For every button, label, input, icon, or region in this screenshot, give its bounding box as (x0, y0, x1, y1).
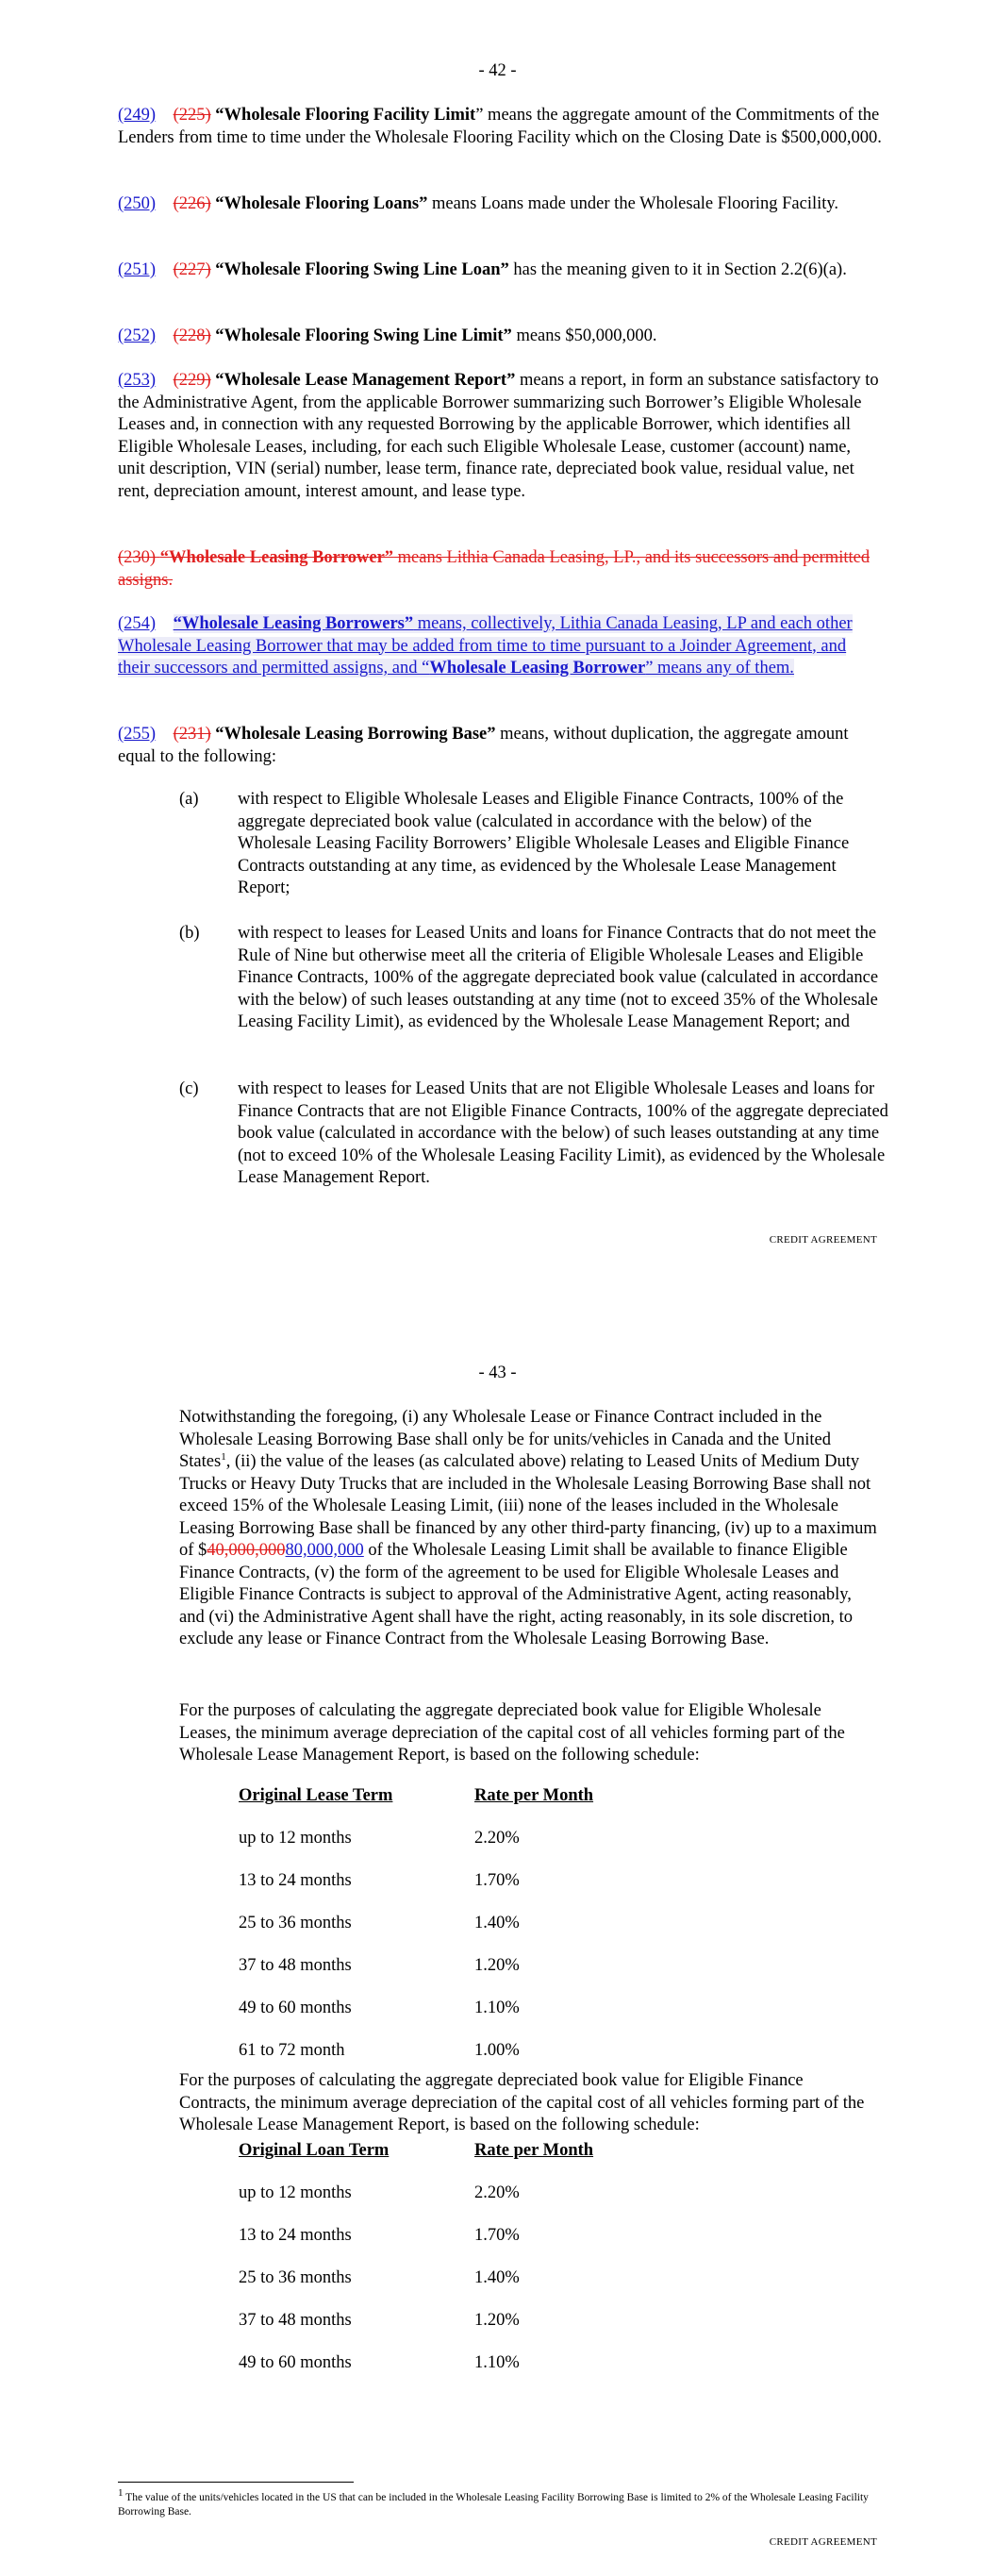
deleted-section-number: (228) (173, 326, 211, 345)
footnote-divider (118, 2482, 354, 2483)
rate-cell: 1.10% (474, 1999, 520, 2017)
inserted-amount: 80,000,000 (285, 1541, 364, 1560)
term-cell: 49 to 60 months (239, 2353, 352, 2372)
deleted-section-number: (225) (173, 106, 211, 125)
new-section-number: (250) (118, 194, 157, 213)
table-row (239, 2225, 710, 2248)
definition-text: ” means the aggregate amount of the Commitments of the Lenders from time to time under the Wholesale Flooring Facility which on the Closing Date is $500,000,000. (118, 106, 882, 147)
new-section-number: (253) (118, 371, 157, 390)
rate-cell: 1.20% (474, 2311, 520, 2330)
definition-text: means $50,000,000. (511, 326, 657, 345)
rate-cell: 2.20% (474, 2183, 520, 2202)
paragraph-text: of the Wholesale Leasing Limit shall be available to finance Eligible Finance Contracts, (v) the form of the agreement to be used for Eligible Wholesale Leases and Eligible Finance Contracts is subject to approval of the Administrative Agent, acting reasonably, and (vi) the Administrative Agent shall have the right, acting reasonably, in its sole discretion, to exclude any lease or Finance Contract from the Wholesale Leasing Borrowing Base. (179, 1541, 853, 1648)
table-row (239, 1913, 710, 1935)
table-row (239, 2310, 710, 2333)
deleted-section-number: (231) (173, 725, 211, 744)
table-row (239, 2267, 710, 2290)
definition-text: means Loans made under the Wholesale Flooring Facility. (427, 194, 839, 213)
paragraph-text: , (ii) the value of the leases (as calculated above) relating to Leased Units of Medium Duty Trucks or Heavy Duty Trucks that are included in the Wholesale Leasing Borrowing Base shall not exceed 15% of the Wholesale Leasing Limit, (iii) none of the leases included in the Wholesale Leasing Borrowing Base shall be financed by any other third-party financing, (iv) up to a maximum of $ (179, 1452, 877, 1560)
new-section-number: (254) (118, 614, 157, 633)
column-header: Original Lease Term (239, 1786, 393, 1805)
term-cell: 13 to 24 months (239, 2226, 352, 2245)
definition-text-2: ” means any of them. (645, 659, 794, 677)
rate-cell: 1.70% (474, 2226, 520, 2245)
column-header: Rate per Month (474, 2141, 594, 2160)
term-cell: up to 12 months (239, 1829, 352, 1848)
footnote (118, 2487, 882, 2519)
new-section-number: (249) (118, 106, 157, 125)
definition-253 (118, 370, 882, 503)
rate-cell: 2.20% (474, 1829, 520, 1848)
rate-cell: 1.70% (474, 1871, 520, 1890)
defined-term: “Wholesale Flooring Facility Limit (215, 106, 476, 125)
definition-text: means, without duplication, the aggregate amount equal to the following: (118, 725, 849, 766)
rate-cell: 1.40% (474, 2268, 520, 2287)
new-section-number: (252) (118, 326, 157, 345)
defined-term: “Wholesale Leasing Borrowing Base” (215, 725, 496, 744)
deleted-defined-term: “Wholesale Leasing Borrower” (159, 548, 394, 567)
table-row (239, 2183, 710, 2205)
clause-label: (a) (179, 790, 199, 809)
notwithstanding-paragraph (179, 1407, 877, 1651)
deleted-section-number: (226) (173, 194, 211, 213)
page-42 (0, 0, 995, 1255)
definition-251 (118, 259, 882, 282)
new-section-number: (251) (118, 260, 157, 279)
term-cell: 13 to 24 months (239, 1871, 352, 1890)
definition-text: means a report, in form an substance satisfactory to the Administrative Agent, from the applicable Borrower summarizing such Borrower’s Eligible Wholesale Leases and, in connection with any requested Borrowing by the applicable Borrower, which identifies all Eligible Wholesale Leases, including, for each such Eligible Wholesale Lease, customer (account) name, unit description, VIN (serial) number, lease term, finance rate, depreciated book value, residual value, net rent, depreciation amount, interest amount, and lease type. (118, 371, 879, 501)
deleted-section-number: (229) (173, 371, 211, 390)
term-cell: up to 12 months (239, 2183, 352, 2202)
page-43 (0, 1302, 995, 2576)
table-row (239, 2040, 710, 2063)
term-cell: 49 to 60 months (239, 1999, 352, 2017)
column-header: Original Loan Term (239, 2141, 390, 2160)
inserted-definition-254 (118, 613, 882, 680)
defined-term: “Wholesale Flooring Swing Line Limit” (215, 326, 512, 345)
deleted-amount: 40,000,000 (207, 1541, 286, 1560)
clause-label: (b) (179, 924, 200, 943)
table-header-row (239, 1785, 710, 1808)
column-header: Rate per Month (474, 1786, 594, 1805)
table-header-row (239, 2140, 710, 2163)
term-cell: 25 to 36 months (239, 2268, 352, 2287)
table-row (239, 1870, 710, 1893)
definition-255 (118, 724, 882, 768)
clause-label: (c) (179, 1079, 199, 1098)
clause-text: with respect to leases for Leased Units and loans for Finance Contracts that do not meet the Rule of Nine but otherwise meet all the criteria of Eligible Wholesale Leases and Eligible Finance Contracts, 100% of the aggregate depreciated book value (calculated in accordance with the below) of such leases outstanding at any time (not to exceed 35% of the Wholesale Leasing Facility Limit), as evidenced by the Wholesale Lease Management Report; and (238, 924, 879, 1031)
clause-text: with respect to Eligible Wholesale Leases and Eligible Finance Contracts, 100% of the aggregate depreciated book value (calculated in accordance with the below) of the Wholesale Leasing Facility Borrowers’ Eligible Wholesale Leases and Eligible Finance Contracts outstanding at any time, as evidenced by the Wholesale Lease Management Report; (238, 790, 850, 897)
footnote-reference: 1 (221, 1450, 226, 1463)
page-number: - 42 - (478, 61, 517, 80)
deleted-definition-230 (118, 547, 882, 592)
rate-cell: 1.20% (474, 1956, 520, 1975)
defined-term: “Wholesale Flooring Loans” (215, 194, 428, 213)
rate-cell: 1.40% (474, 1914, 520, 1932)
defined-term-2: Wholesale Leasing Borrower (429, 659, 646, 677)
term-cell: 25 to 36 months (239, 1914, 352, 1932)
footnote-text: The value of the units/vehicles located in the US that can be included in the Wholesale Leasing Facility Borrowing Base is limited to 2% of the Wholesale Leasing Facility Borrowing Base. (118, 2492, 869, 2517)
term-cell: 61 to 72 month (239, 2041, 345, 2060)
defined-term: “Wholesale Leasing Borrowers” (173, 614, 414, 633)
loan-schedule-intro: For the purposes of calculating the aggregate depreciated book value for Eligible Finance Contracts, the minimum average depreciation of the capital cost of all vehicles forming part of the Wholesale Lease Management Report, is based on the following schedule: (179, 2071, 865, 2134)
clause-text: with respect to leases for Leased Units that are not Eligible Wholesale Leases and loans for Finance Contracts that are not Eligible Finance Contracts, 100% of the aggregate depreciated book value (calculated in accordance with the below) of such leases outstanding at any time (not to exceed 10% of the Wholesale Leasing Facility Limit), as evidenced by the Wholesale Lease Management Report. (238, 1079, 888, 1187)
deleted-section-number: (230) (118, 548, 157, 567)
footnote-number: 1 (118, 2487, 124, 2500)
new-section-number: (255) (118, 725, 157, 744)
footer-credit-agreement: CREDIT AGREEMENT (769, 2536, 877, 2548)
footer-credit-agreement: CREDIT AGREEMENT (769, 1234, 877, 1246)
defined-term: “Wholesale Lease Management Report” (215, 371, 516, 390)
definition-text: means, collectively, Lithia Canada Leasing, LP and each other Wholesale Leasing Borrower that may be added from time to time pursuant to a Joinder Agreement, and their successors and permitted assigns, and “ (118, 614, 853, 677)
lease-schedule-intro: For the purposes of calculating the aggregate depreciated book value for Eligible Wholesale Leases, the minimum average depreciation of the capital cost of all vehicles forming part of the Wholesale Lease Management Report, is based on the following schedule: (179, 1701, 845, 1765)
term-cell: 37 to 48 months (239, 2311, 352, 2330)
table-row (239, 1998, 710, 2020)
table-row (239, 1955, 710, 1978)
table-row (239, 1828, 710, 1850)
page-number: - 43 - (478, 1363, 517, 1382)
definition-text: has the meaning given to it in Section 2.2(6)(a). (508, 260, 847, 279)
rate-cell: 1.00% (474, 2041, 520, 2060)
definition-250 (118, 193, 882, 216)
paragraph-text: Notwithstanding the foregoing, (i) any Wholesale Lease or Finance Contract included in the Wholesale Leasing Borrowing Base shall only be for units/vehicles in Canada and the United States (179, 1408, 832, 1471)
table-row (239, 2352, 710, 2375)
deleted-section-number: (227) (173, 260, 211, 279)
definition-249 (118, 105, 882, 149)
deleted-definition-text: means Lithia Canada Leasing, LP., and its successors and permitted assigns. (118, 548, 871, 590)
defined-term: “Wholesale Flooring Swing Line Loan” (215, 260, 509, 279)
definition-252 (118, 326, 882, 348)
term-cell: 37 to 48 months (239, 1956, 352, 1975)
rate-cell: 1.10% (474, 2353, 520, 2372)
